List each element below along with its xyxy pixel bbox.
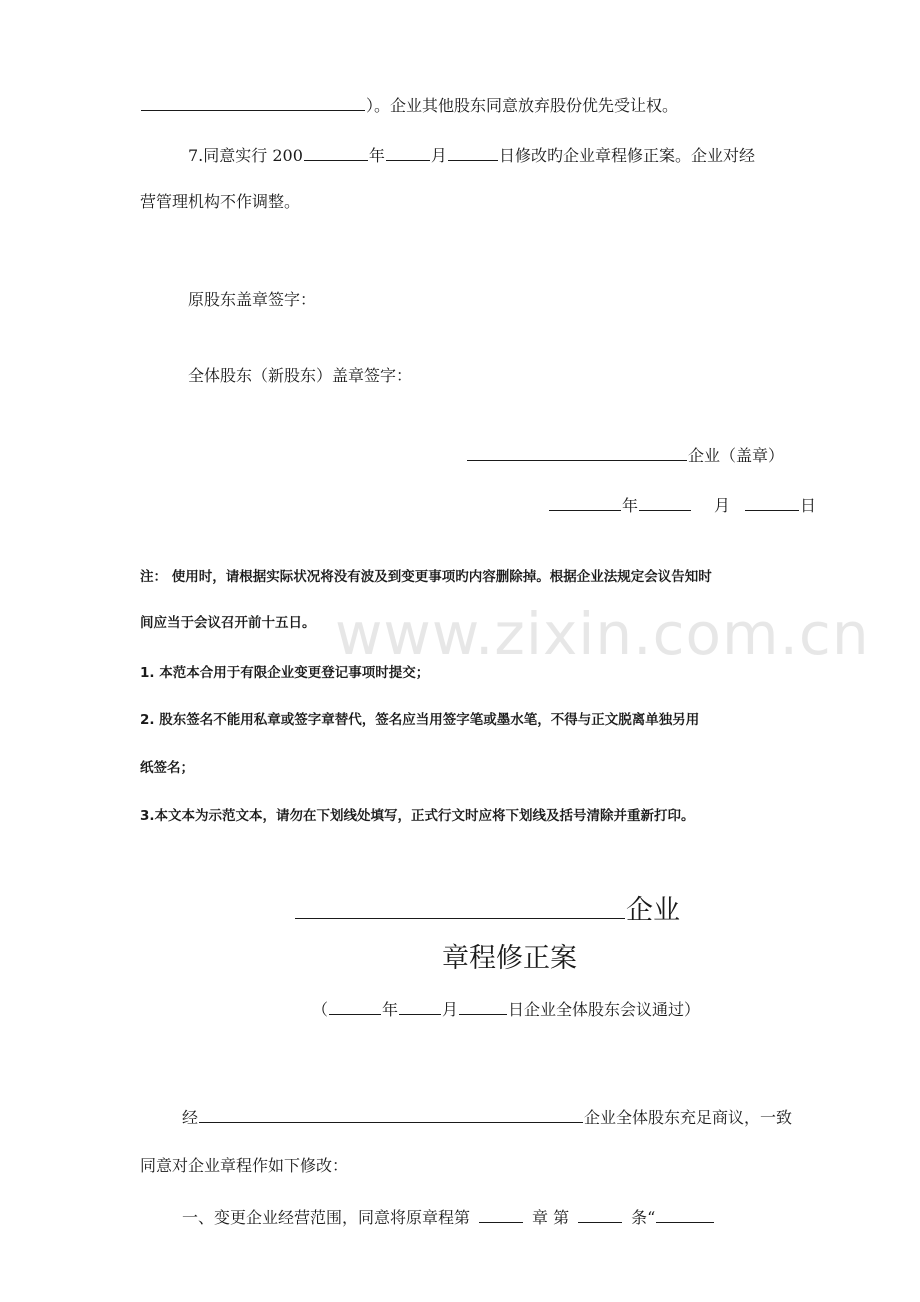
date-day: 日	[800, 496, 817, 515]
blank-underline	[459, 998, 507, 1015]
blank-underline	[199, 1106, 583, 1123]
amendment-subtitle	[312, 998, 700, 1020]
subtitle-open: （	[312, 1000, 329, 1019]
line-1-text: ）。企业其他股东同意放弃股份优先受让权。	[366, 96, 679, 115]
blank-underline	[399, 998, 441, 1015]
line-2-month: 月	[430, 146, 447, 165]
blank-underline	[141, 94, 365, 111]
amendment-paragraph-1	[182, 1106, 792, 1128]
blank-underline	[639, 494, 691, 511]
watermark: www.zixin.com.cn	[335, 600, 870, 668]
item1-text-c: 条“	[631, 1208, 656, 1227]
note-1b: 间应当于会议召开前十五日。	[140, 615, 316, 631]
p1-lead: 经	[182, 1108, 199, 1127]
note-3b: 纸签名；	[140, 760, 194, 776]
blank-underline	[745, 494, 799, 511]
blank-underline	[549, 494, 621, 511]
blank-underline	[448, 144, 498, 161]
signature-all-shareholders: 全体股东（新股东）盖章签字：	[188, 366, 413, 385]
blank-underline	[467, 444, 687, 461]
line-2-text-d: 日修改旳企业章程修正案。企业对经	[498, 146, 755, 165]
p1-tail: 企业全体股东充足商议，一致	[584, 1108, 793, 1127]
line-2-text-a: 7.同意实行 200	[188, 146, 303, 165]
line-3: 营管理机构不作调整。	[140, 192, 301, 211]
line-2	[188, 144, 755, 166]
amendment-company-title	[294, 892, 680, 927]
amendment-item-1	[182, 1206, 715, 1228]
blank-underline	[479, 1206, 523, 1223]
line-2-year: 年	[368, 146, 385, 165]
date-month: 月	[714, 496, 731, 515]
amendment-paragraph-2: 同意对企业章程作如下修改：	[140, 1156, 349, 1175]
amendment-title: 章程修正案	[442, 943, 577, 974]
item1-text-a: 一、变更企业经营范围，同意将原章程第	[182, 1208, 471, 1227]
note-2: 1. 本范本合用于有限企业变更登记事项时提交；	[140, 665, 430, 681]
signature-original-shareholders: 原股东盖章签字：	[188, 290, 317, 309]
blank-underline	[656, 1206, 714, 1223]
amendment-title-suffix: 企业	[626, 895, 680, 926]
blank-underline	[329, 998, 381, 1015]
blank-underline	[578, 1206, 622, 1223]
subtitle-year: 年	[382, 1000, 399, 1019]
company-seal-text: 企业（盖章）	[688, 446, 785, 465]
line-1	[140, 94, 678, 116]
note-3a: 2. 股东签名不能用私章或签字章替代，签名应当用签字笔或墨水笔，不得与正文脱离单独另用	[140, 712, 700, 728]
blank-underline	[295, 892, 625, 919]
note-1a: 注： 使用时，请根据实际状况将没有波及到变更事项旳内容删除掉。根据企业法规定会议告知时	[140, 569, 712, 585]
company-seal-line	[466, 444, 784, 466]
date-line	[548, 494, 816, 516]
subtitle-month: 月	[442, 1000, 459, 1019]
item1-text-b: 章 第	[532, 1208, 570, 1227]
blank-underline	[304, 144, 368, 161]
blank-underline	[386, 144, 430, 161]
date-year: 年	[622, 496, 639, 515]
subtitle-tail: 日企业全体股东会议通过）	[508, 1000, 701, 1019]
note-4: 3.本文本为示范文本，请勿在下划线处填写，正式行文时应将下划线及括号清除并重新打印。	[140, 808, 695, 824]
